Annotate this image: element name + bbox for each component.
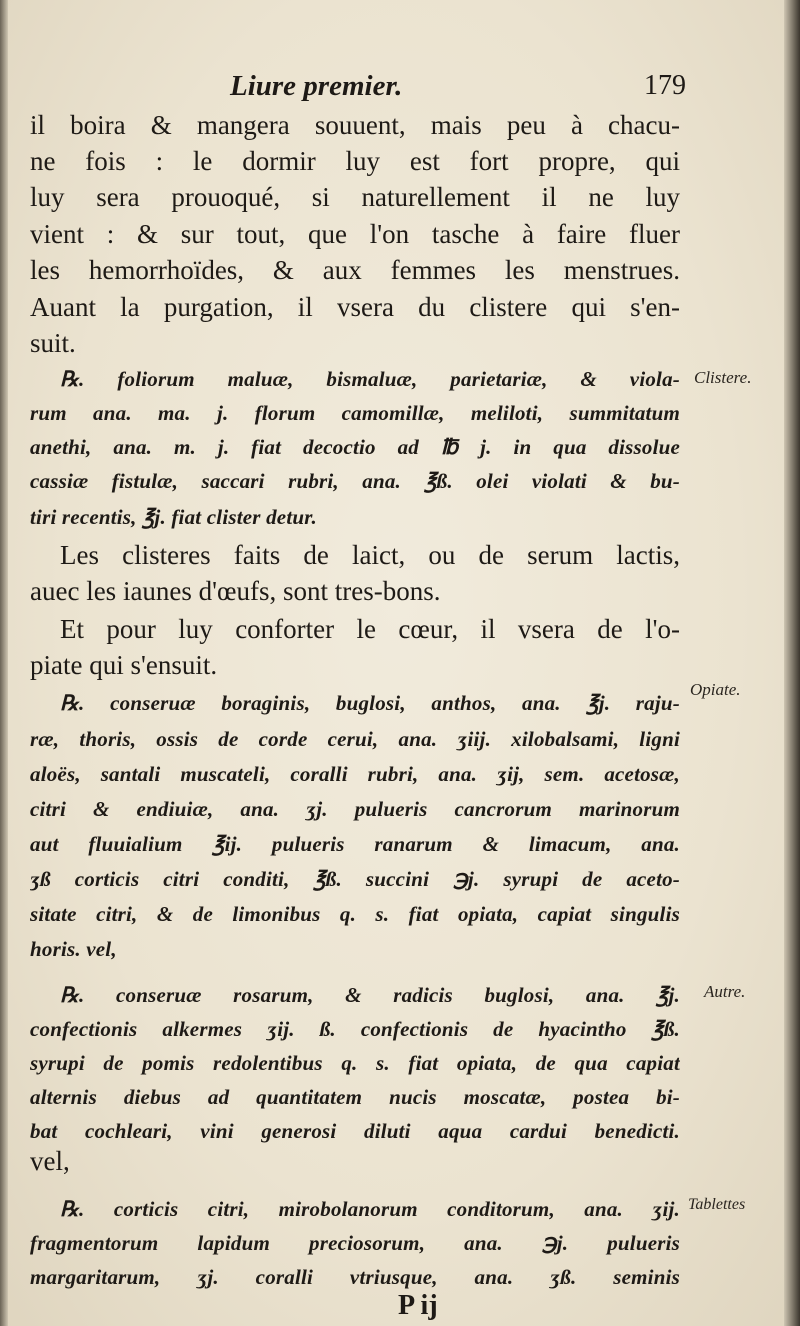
running-header [30, 70, 686, 106]
recipe-line: anethi, ana. m. j. fiat decoctio ad ℔ j. in qua dissolue [30, 435, 680, 459]
margin-note-tablettes: Tablettes [688, 1196, 746, 1213]
recipe-line: ℞. foliorum maluæ, bismaluæ, parietariæ, & viola- [60, 367, 680, 391]
text-line: luy sera prouoqué, si naturellement il ne luy [30, 182, 680, 212]
recipe-line: tiri recentis, ℥j. fiat clister detur. [30, 505, 317, 529]
margin-note-clistere: Clistere. [694, 368, 752, 387]
recipe-line: alternis diebus ad quantitatem nucis moscatæ, postea bi- [30, 1085, 680, 1109]
recipe-line: ℞. conseruæ rosarum, & radicis buglosi, ana. ℥j. [60, 983, 680, 1007]
recipe-line: ræ, thoris, ossis de corde cerui, ana. ʒiij. xilobalsami, ligni [30, 727, 680, 751]
recipe-line: ʒß corticis citri conditi, ℥ß. succini ℈j. syrupi de aceto- [30, 867, 680, 891]
text-line: vient : & sur tout, que l'on tasche à faire fluer [30, 219, 680, 249]
text-line: il boira & mangera souuent, mais peu à chacu- [30, 110, 680, 140]
recipe-line: cassiæ fistulæ, saccari rubri, ana. ℥ß. olei violati & bu- [30, 469, 680, 493]
page-number: 179 [644, 70, 686, 101]
recipe-line: confectionis alkermes ʒij. ß. confectionis de hyacintho ℥ß. [30, 1017, 680, 1041]
recipe-line: ℞. corticis citri, mirobolanorum conditorum, ana. ʒij. [60, 1197, 680, 1221]
recipe-line: margaritarum, ʒj. coralli vtriusque, ana. ʒß. seminis [30, 1265, 680, 1289]
recipe-line: aut fluuialium ℥ij. pulueris ranarum & limacum, ana. [30, 832, 680, 856]
recipe-line: ℞. conseruæ boraginis, buglosi, anthos, ana. ℥j. raju- [60, 691, 680, 715]
text-line: suit. [30, 328, 76, 358]
recipe-line: syrupi de pomis redolentibus q. s. fiat opiata, de qua capiat [30, 1051, 680, 1075]
recipe-line: aloës, santali muscateli, coralli rubri, ana. ʒij, sem. acetosæ, [30, 762, 680, 786]
text-line: Auant la purgation, il vsera du clistere qui s'en- [30, 292, 680, 322]
recipe-line: fragmentorum lapidum preciosorum, ana. ℈j. pulueris [30, 1231, 680, 1255]
signature-mark: P ij [398, 1290, 438, 1321]
page-left-edge [0, 0, 8, 1326]
recipe-line: citri & endiuiæ, ana. ʒj. pulueris cancrorum marinorum [30, 797, 680, 821]
text-line: Et pour luy conforter le cœur, il vsera de l'o- [60, 614, 680, 644]
recipe-line: bat cochleari, vini generosi diluti aqua cardui benedicti. [30, 1119, 680, 1143]
text-line: vel, [30, 1146, 70, 1176]
text-line: auec les iaunes d'œufs, sont tres-bons. [30, 576, 441, 606]
text-line: ne fois : le dormir luy est fort propre, qui [30, 146, 680, 176]
text-line: Les clisteres faits de laict, ou de serum lactis, [60, 540, 680, 570]
recipe-line: rum ana. ma. j. florum camomillæ, meliloti, summitatum [30, 401, 680, 425]
recipe-line: sitate citri, & de limonibus q. s. fiat opiata, capiat singulis [30, 902, 680, 926]
recipe-line: horis. vel, [30, 937, 117, 961]
running-title: Liure premier. [230, 70, 403, 102]
margin-note-autre: Autre. [704, 982, 746, 1001]
text-line: les hemorrhoïdes, & aux femmes les menstrues. [30, 255, 680, 285]
margin-note-opiate: Opiate. [690, 680, 741, 699]
page-right-edge [784, 0, 800, 1326]
text-line: piate qui s'ensuit. [30, 650, 218, 680]
